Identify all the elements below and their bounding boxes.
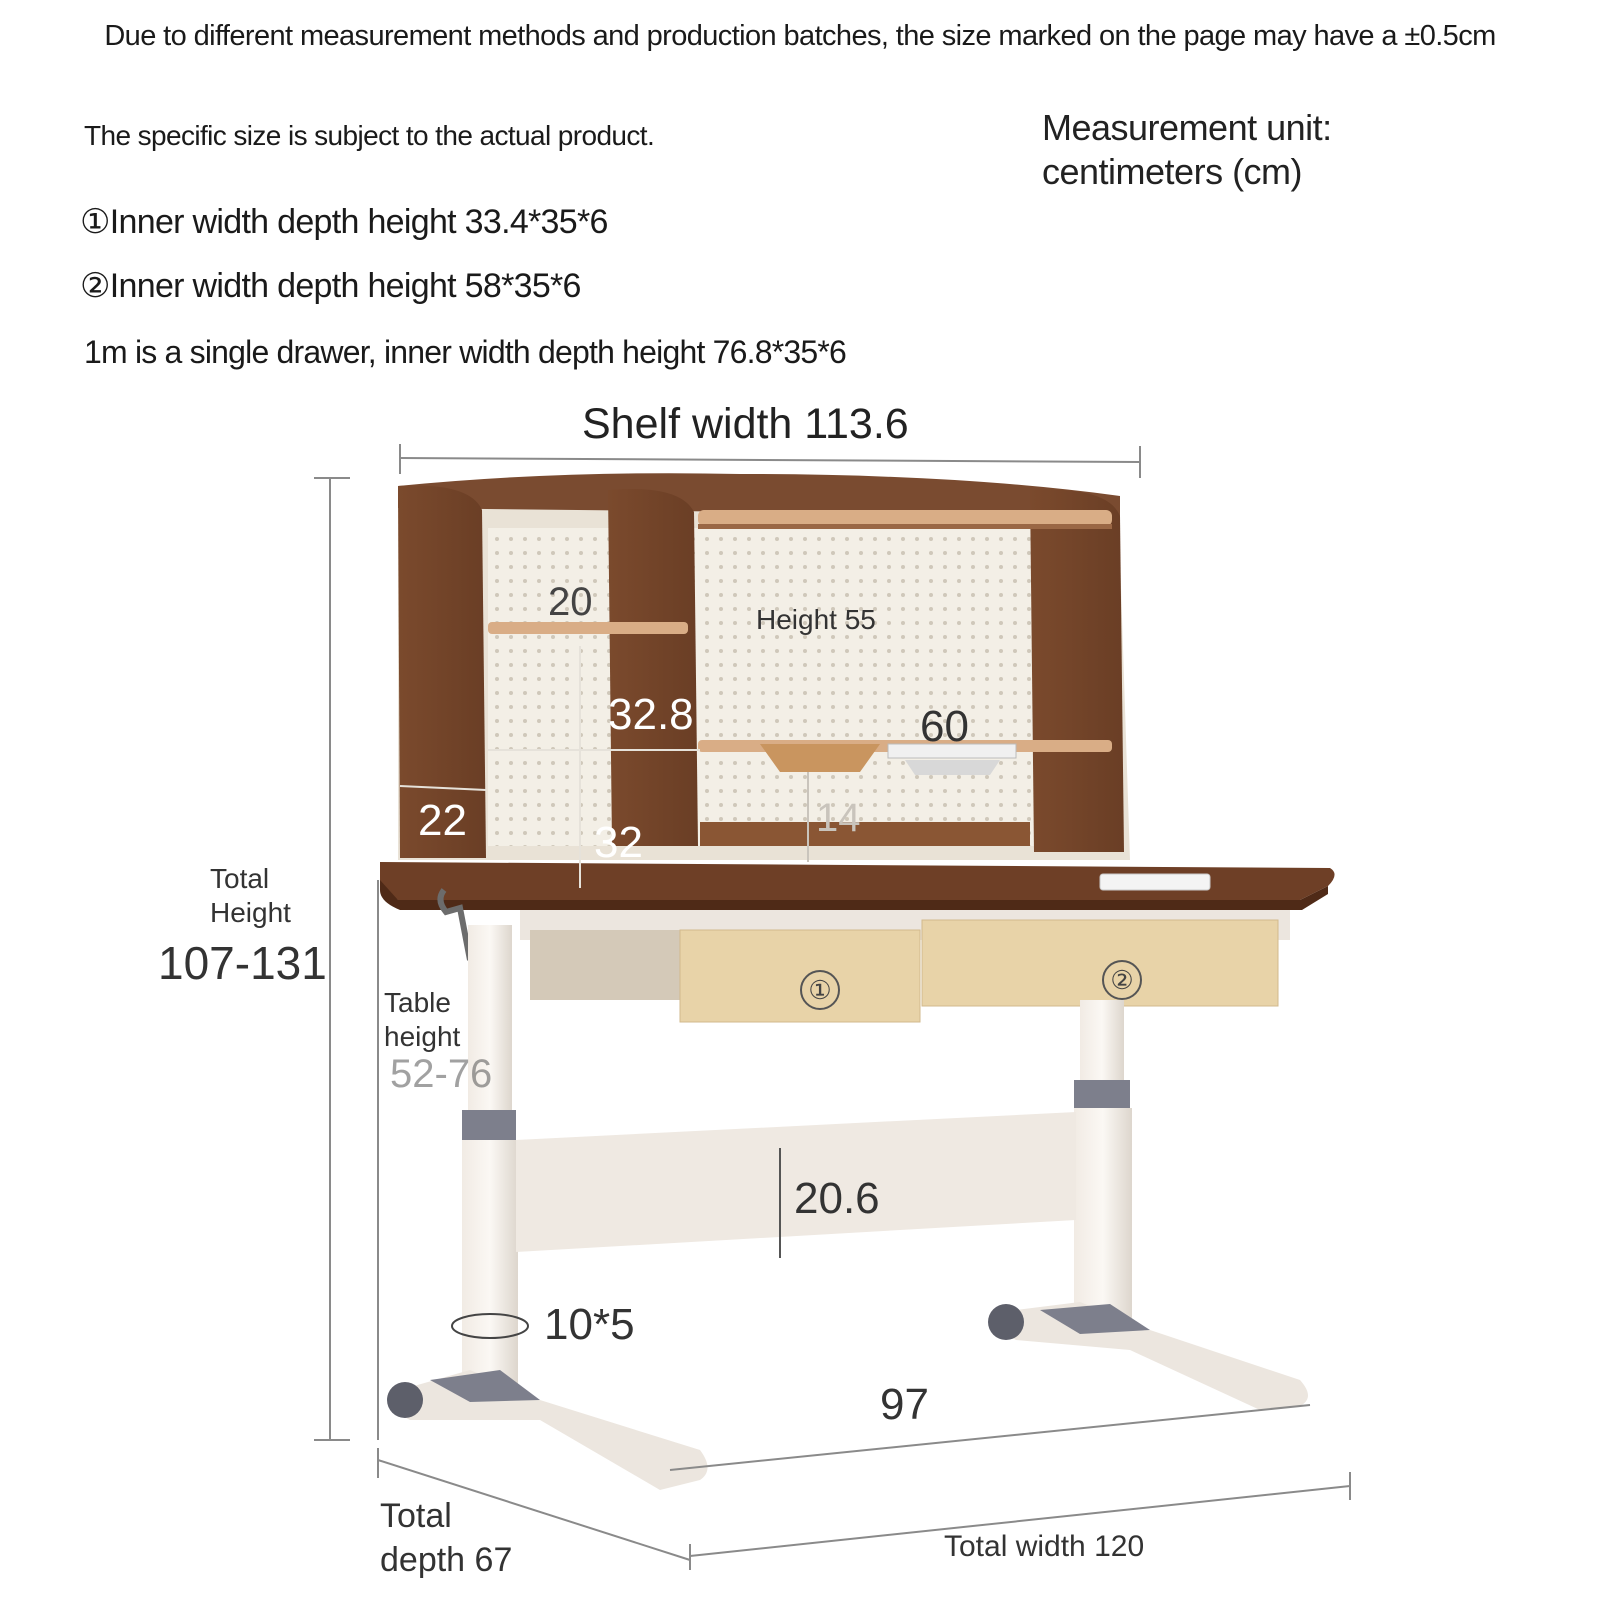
lower-compartment-label: 32 (594, 818, 643, 867)
shelf-width-label: Shelf width 113.6 (582, 400, 909, 448)
subject-note: The specific size is subject to the actual product. (84, 120, 655, 151)
shelf-clearance-label: 14 (816, 796, 861, 840)
right-height-collar (1074, 1080, 1130, 1108)
measurement-unit: Measurement unit: centimeters (cm) (1042, 107, 1332, 192)
drawer-1-spec: ①Inner width depth height 33.4*35*6 (80, 203, 608, 241)
drawer-unit (520, 910, 1290, 1022)
single-drawer-spec: 1m is a single drawer, inner width depth height 76.8*35*6 (84, 334, 847, 370)
side-depth-label: 22 (418, 796, 467, 845)
column-size-label: 10*5 (544, 1300, 635, 1349)
measurement-notice: Due to different measurement methods and production batches, the size marked on the page may have a ±0.5cm (104, 20, 1496, 52)
total-height-value: 107-131 (158, 937, 327, 989)
total-height-label: Total Height (210, 863, 291, 928)
drawer-2-spec: ②Inner width depth height 58*35*6 (80, 267, 581, 305)
total-depth-label: Total depth 67 (380, 1497, 513, 1579)
middle-divider (608, 489, 698, 846)
leg-span-label: 97 (880, 1380, 929, 1429)
middle-compartment-label: 32.8 (608, 690, 694, 739)
top-compartment-label: 20 (548, 580, 593, 624)
height-55-label: Height 55 (756, 604, 876, 635)
right-side-panel (1030, 490, 1124, 852)
crossbar-height-label: 20.6 (794, 1174, 880, 1223)
drawer-2-marker: ② (1110, 965, 1134, 995)
table-height-label: Table height (384, 987, 461, 1052)
shelf-span-label: 60 (920, 702, 969, 751)
table-height-value: 52-76 (390, 1052, 493, 1096)
drawer-2 (922, 920, 1278, 1006)
hutch (398, 473, 1130, 860)
desk-top (380, 862, 1335, 910)
drawer-1-marker: ① (808, 975, 832, 1005)
drawer-1 (680, 930, 920, 1022)
left-height-collar (462, 1110, 516, 1140)
total-width-label: Total width 120 (944, 1530, 1145, 1563)
